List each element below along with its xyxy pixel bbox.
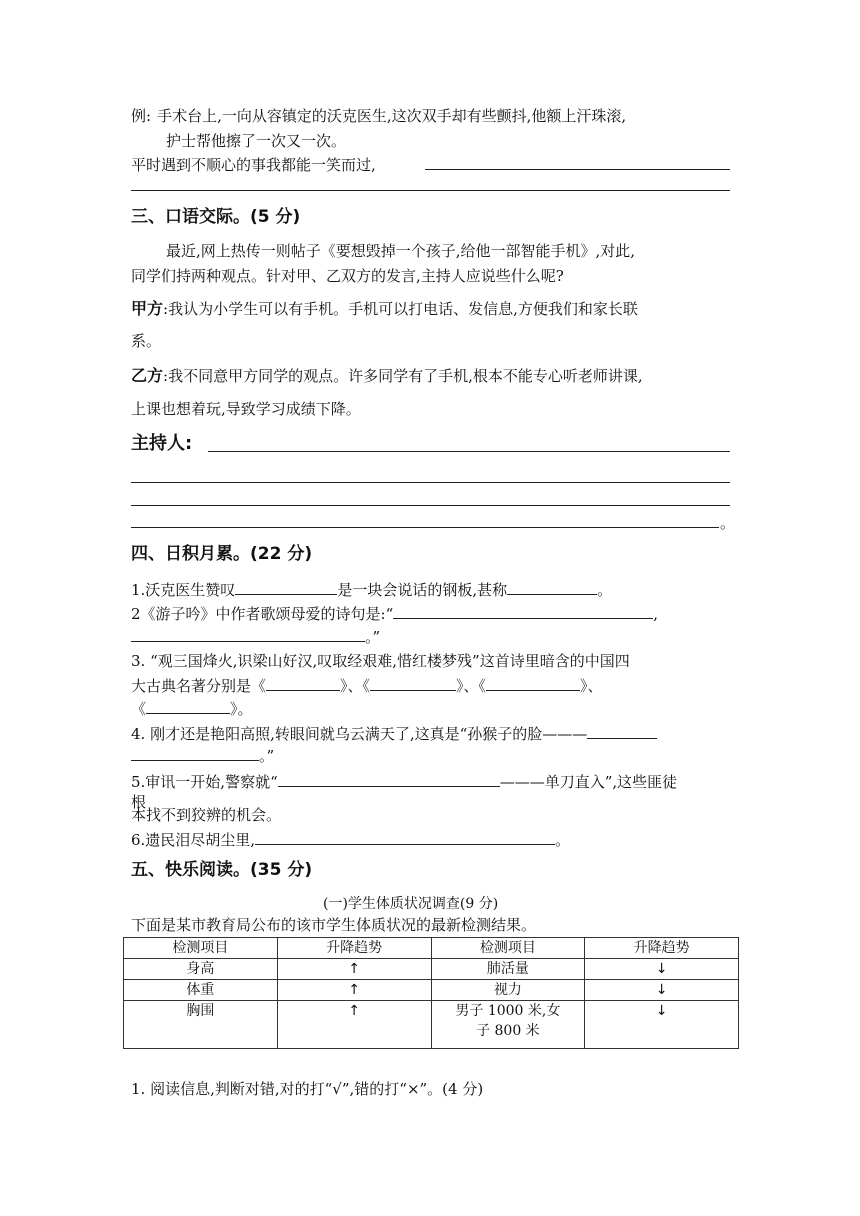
example-text-1: 手术台上,一向从容镇定的沃克医生,这次双手却有些颤抖,他额上汗珠滚,	[157, 107, 627, 125]
party-a-label: 甲方	[131, 299, 164, 318]
q2-line	[131, 602, 658, 624]
table-header: 升降趋势	[585, 938, 739, 959]
q2-blank-2[interactable]	[131, 625, 365, 642]
table-cell-line: 男子 1000 米,女	[455, 1003, 561, 1019]
party-b-text: :我不同意甲方同学的观点。许多同学有了手机,根本不能专心听老师讲课,	[163, 367, 643, 385]
host-end-mark: 。	[720, 514, 736, 532]
down-arrow-icon: ↓	[585, 959, 739, 980]
table-row	[124, 980, 739, 1001]
section3-title: 三、口语交际。(5 分)	[131, 207, 301, 227]
fitness-table	[123, 937, 739, 1049]
q4-line-2	[131, 744, 274, 766]
answer-line[interactable]	[131, 190, 730, 191]
section5-intro: 下面是某市教育局公布的该市学生体质状况的最新检测结果。	[131, 916, 537, 934]
q1-blank-2[interactable]	[507, 578, 597, 595]
table-header-row	[124, 938, 739, 959]
party-a-line-1	[131, 299, 638, 319]
table-header: 检测项目	[431, 938, 585, 959]
q5-blank[interactable]	[278, 770, 500, 787]
up-arrow-icon: ↑	[277, 1001, 431, 1049]
down-arrow-icon: ↓	[585, 980, 739, 1001]
q1-blank-1[interactable]	[235, 578, 337, 595]
q2-text-c: 。”	[365, 628, 381, 646]
table-row	[124, 1001, 739, 1049]
example-prompt: 平时遇到不顺心的事我都能一笑而过,	[131, 156, 376, 174]
section5-title: 五、快乐阅读。(35 分)	[131, 860, 313, 880]
section3-intro-1: 最近,网上热传一则帖子《要想毁掉一个孩子,给他一部智能手机》,对此,	[166, 242, 636, 260]
host-answer-line[interactable]	[131, 505, 730, 506]
q2-blank-1[interactable]	[393, 602, 653, 619]
table-cell: 身高	[124, 959, 278, 980]
q3-text-c: 》、《	[340, 677, 371, 695]
q2-text-b: ,	[653, 605, 659, 623]
q5-text-a: 5.审讯一开始,警察就“	[131, 773, 278, 791]
q6-text-b: 。	[555, 831, 571, 849]
q6-line	[131, 828, 570, 850]
q3-blank-1[interactable]	[266, 674, 340, 691]
q3-text-e: 》、	[580, 677, 603, 695]
q3-text-g: 》。	[230, 700, 253, 718]
host-answer-line[interactable]	[131, 482, 730, 483]
section5-subtitle: (一)学生体质状况调查(9 分)	[323, 896, 499, 912]
q3-text-b: 大古典名著分别是《	[131, 677, 267, 695]
example-line-1	[131, 106, 626, 126]
up-arrow-icon: ↑	[277, 959, 431, 980]
section5-q1: 1. 阅读信息,判断对错,对的打“√”,错的打“×”。(4 分)	[131, 1080, 484, 1098]
party-b-line-1	[131, 366, 643, 386]
q2-line-2	[131, 625, 380, 647]
party-a-text: :我认为小学生可以有手机。手机可以打电话、发信息,方便我们和家长联	[163, 300, 638, 318]
q6-text-a: 6.遗民泪尽胡尘里,	[131, 831, 256, 849]
table-header: 检测项目	[124, 938, 278, 959]
table-row	[124, 959, 739, 980]
q4-line	[131, 722, 657, 744]
q6-blank[interactable]	[255, 828, 555, 845]
q5-text-c: 根	[131, 793, 147, 811]
q3-text-f: 《	[131, 700, 147, 718]
host-answer-line[interactable]	[131, 527, 719, 528]
q1-text-a: 1.沃克医生赞叹	[131, 581, 236, 599]
section3-intro-2: 同学们持两种观点。针对甲、乙双方的发言,主持人应说些什么呢?	[131, 267, 564, 285]
table-cell: 体重	[124, 980, 278, 1001]
example-label: 例:	[131, 107, 152, 125]
table-cell: 肺活量	[431, 959, 585, 980]
q4-text-b: 。”	[259, 747, 275, 765]
q3-text-a: 3. “观三国烽火,识梁山好汉,叹取经艰难,惜红楼梦残”这首诗里暗含的中国四	[131, 652, 630, 670]
answer-line[interactable]	[425, 169, 730, 170]
q1-text-c: 。	[597, 581, 613, 599]
q3-line-2	[131, 674, 603, 696]
q5-line	[131, 770, 677, 792]
q2-text-a: 2《游子吟》中作者歌颂母爱的诗句是:“	[131, 605, 394, 623]
table-cell: 视力	[431, 980, 585, 1001]
q3-text-d: 》、《	[456, 677, 487, 695]
host-answer-line[interactable]	[208, 451, 730, 452]
party-b-label: 乙方	[131, 366, 164, 385]
q3-blank-2[interactable]	[370, 674, 456, 691]
host-label: 主持人:	[131, 433, 193, 454]
q5-text-d: 本找不到狡辨的机会。	[131, 806, 282, 824]
q1-text-b: 是一块会说话的钢板,甚称	[337, 581, 508, 599]
party-a-line-2: 系。	[131, 332, 162, 350]
q1-line	[131, 578, 612, 600]
up-arrow-icon: ↑	[277, 980, 431, 1001]
down-arrow-icon: ↓	[585, 1001, 739, 1049]
section4-title: 四、日积月累。(22 分)	[131, 544, 313, 564]
q4-text-a: 4. 刚才还是艳阳高照,转眼间就乌云满天了,这真是“孙猴子的脸———	[131, 725, 588, 743]
table-header: 升降趋势	[277, 938, 431, 959]
q5-text-b: ———单刀直入”,这些匪徒	[499, 773, 678, 791]
q4-blank-1[interactable]	[587, 722, 657, 739]
table-cell: 胸围	[124, 1001, 278, 1049]
q3-blank-4[interactable]	[146, 697, 230, 714]
q3-blank-3[interactable]	[486, 674, 580, 691]
example-text-2: 护士帮他擦了一次又一次。	[166, 132, 347, 150]
table-cell-multiline	[431, 1001, 585, 1049]
q3-line-3	[131, 697, 253, 719]
party-b-line-2: 上课也想着玩,导致学习成绩下降。	[131, 400, 361, 418]
q4-blank-2[interactable]	[131, 744, 259, 761]
table-cell-line: 子 800 米	[476, 1023, 540, 1039]
